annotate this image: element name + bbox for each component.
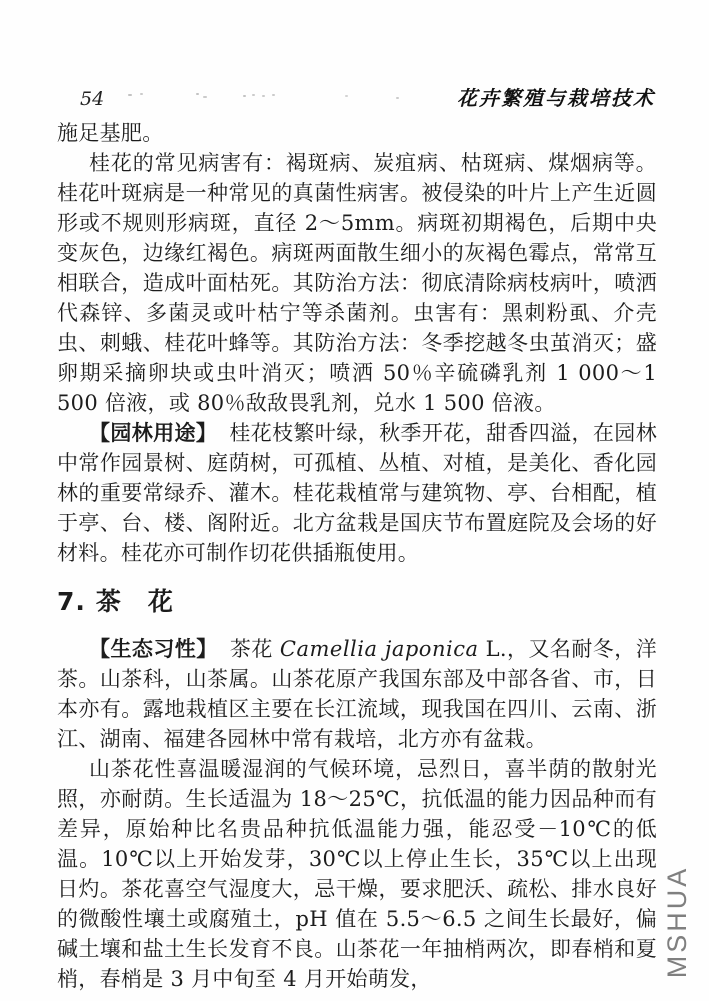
paragraph-climate: 山茶花性喜温暖湿润的气候环境，忌烈日，喜半荫的散射光照，亦耐荫。生长适温为 18～25℃，抗低温的能力因品种而有差异，原始种比名贵品种抗低温能力强，能忍受－10℃的低温。10℃以上开始发芽，30℃以上停止生长，35℃以上出现日灼。茶花喜空气湿度大，忌干燥，要求肥沃、疏松、排水良好的微酸性壤土或腐殖土，pH 值在 5.5～6.5 之间生长最好，偏碱土壤和盐土生长发育不良。山茶花一年抽梢两次，即春梢和夏梢，春梢是 3 月中旬至 4 月开始萌发， (57, 757, 657, 991)
section-title: 茶 花 (95, 587, 174, 616)
paragraph-diseases: 桂花的常见病害有：褐斑病、炭疽病、枯斑病、煤烟病等。桂花叶斑病是一种常见的真菌性病害。被侵染的叶片上产生近圆形或不规则形病斑，直径 2～5mm。病斑初期褐色，后期中央变灰色，边缘红褐色。病斑两面散生细小的灰褐色霉点，常常互相联合，造成叶面枯死。其防治方法：彻底清除病枝病叶，喷洒代森锌、多菌灵或叶枯宁等杀菌剂。虫害有：黑刺粉虱、介壳虫、刺蛾、桂花叶蜂等。其防治方法：冬季挖越冬虫茧消灭；盛卵期采摘卵块或虫叶消灭；喷洒 50％辛硫磷乳剂 1 000～1 500 倍液，或 80％敌敌畏乳剂，兑水 1 500 倍液。 (57, 151, 657, 415)
page-number: 54 (80, 88, 105, 110)
running-title: 花卉繁殖与栽培技术 (457, 86, 655, 110)
section-heading-camellia (57, 587, 657, 617)
paragraph-garden-use (57, 418, 657, 568)
scan-artifact (272, 94, 275, 96)
scan-artifact (128, 94, 132, 96)
scan-artifact (203, 96, 207, 98)
paragraph-continued: 施足基肥。 (57, 121, 164, 145)
scan-artifact (243, 95, 246, 97)
garden-use-text: 桂花枝繁叶绿，秋季开花，甜香四溢，在园林中常作园景树、庭荫树，可孤植、丛植、对植，是美化、香化园林的重要常绿乔、灌木。桂花栽植常与建筑物、亭、台相配，植于亭、台、楼、阁附近。北方盆栽是国庆节布置庭院及会场的好材料。桂花亦可制作切花供插瓶使用。 (57, 421, 657, 565)
watermark-vertical-text: MSHUA (662, 865, 692, 979)
ecology-post-latin: L.，又名耐冬，洋茶。山茶科，山茶属。山茶花原产我国东部及中部各省、市，日本亦有。露地栽植区主要在长江流域，现我国在四川、云南、浙江、湖南、福建各园林中常有栽培，北方亦有盆栽。 (57, 637, 657, 751)
page-header (80, 82, 655, 111)
scan-artifact (140, 93, 143, 95)
ecology-label: 【生态习性】 (89, 636, 218, 661)
paragraph-ecology (57, 634, 657, 754)
scan-artifact (196, 93, 199, 95)
scan-artifact (345, 95, 348, 97)
scan-artifact (262, 95, 265, 97)
latin-species-name: Camellia japonica (279, 637, 479, 661)
scan-artifact (396, 97, 399, 99)
scan-artifact (252, 94, 255, 96)
ecology-pre-latin: 茶花 (229, 637, 280, 661)
section-number: 7. (57, 587, 86, 616)
garden-use-label: 【园林用途】 (89, 420, 218, 445)
page-body (57, 118, 657, 994)
